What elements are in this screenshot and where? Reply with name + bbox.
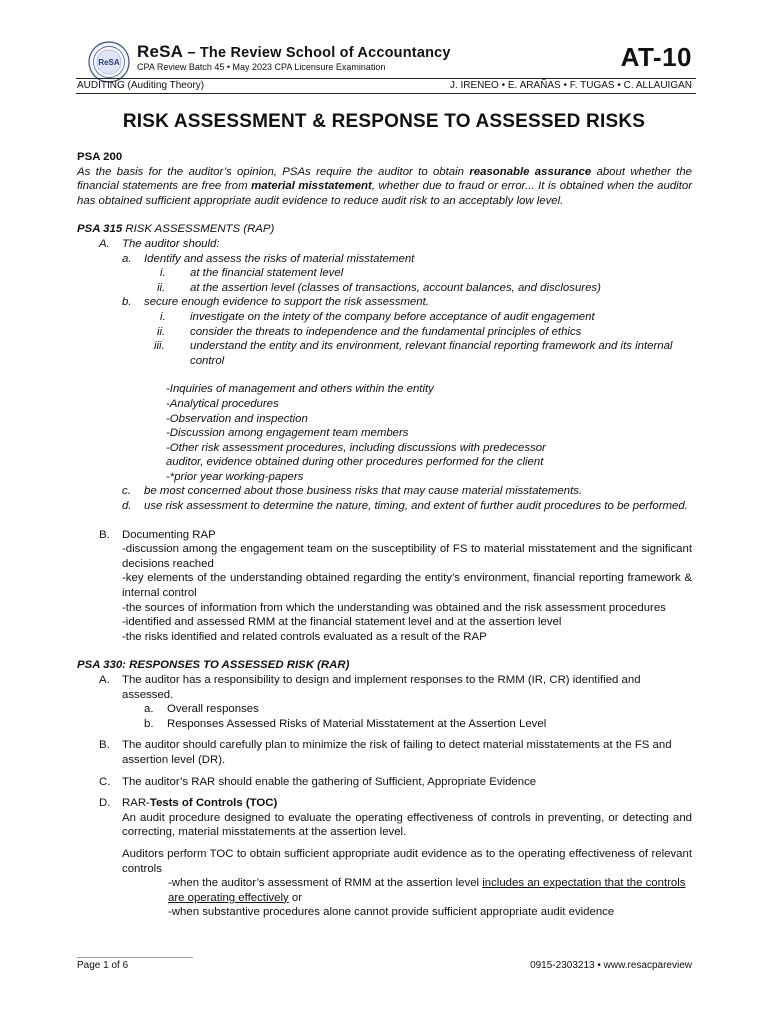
header-rule-bottom <box>76 93 696 94</box>
batch-line: CPA Review Batch 45 • May 2023 CPA Licensure Examination <box>137 62 386 72</box>
psa315-item-d: d. use risk assessment to determine the nature, timing, and extent of further audit procedures to be performed. <box>122 500 688 513</box>
documenting-rap-list <box>77 542 692 644</box>
page-title: RISK ASSESSMENT & RESPONSE TO ASSESSED RISKS <box>122 111 646 132</box>
svg-text:ReSA: ReSA <box>98 58 120 67</box>
main-content <box>77 150 692 920</box>
toc-when-1: -when the auditor’s assessment of RMM at the assertion level includes an expectation that the controls are operating effectively or <box>168 877 686 904</box>
psa330-section <box>77 658 692 920</box>
documenting-rap-section <box>77 528 692 645</box>
toc-heading: RAR-Tests of Controls (TOC) <box>122 797 278 810</box>
documenting-item: -key elements of the understanding obtained regarding the entity’s environment, financial reporting framework & internal control <box>122 572 692 600</box>
documenting-item: -discussion among the engagement team on the susceptibility of FS to material misstatement and the significant decisions reached <box>122 543 692 570</box>
psa330-item-C: C. The auditor’s RAR should enable the gathering of Sufficient, Appropriate Evidence <box>99 775 537 788</box>
documenting-item: -identified and assessed RMM at the financial statement level and at the assertion level <box>122 616 562 629</box>
documenting-item: -the risks identified and related controls evaluated as a result of the RAP <box>122 630 487 643</box>
procedure-item: -Inquiries of management and others within the entity <box>166 383 434 396</box>
header-rule-top <box>76 78 696 79</box>
psa315-item-b-i: i. investigate on the intety of the company before acceptance of audit engagement <box>160 310 595 323</box>
page-number: Page 1 of 6 <box>77 960 129 971</box>
psa200-paragraph: As the basis for the auditor’s opinion, PSAs require the auditor to obtain reasonable assurance about whether the financial statements are free from material misstatement, whether due to fraud or error... It is obtained when the auditor has obtained sufficient appropriate audit evidence to reduce audit risk to an acceptably low level. <box>77 165 692 207</box>
psa330-item-D: D. RAR-Tests of Controls (TOC) <box>99 797 278 810</box>
psa315-item-b: b. secure enough evidence to support the risk assessment. <box>122 296 429 309</box>
psa330-heading: PSA 330: RESPONSES TO ASSESSED RISK (RAR) <box>77 659 350 672</box>
subject-label: AUDITING (Auditing Theory) <box>77 80 205 91</box>
psa315-item-b-iii: iii. understand the entity and its environment, relevant financial reporting framework and its internal control <box>154 340 673 367</box>
psa315-item-a: a. Identify and assess the risks of material misstatement <box>122 252 415 265</box>
procedure-item: -*prior year working-papers <box>166 470 304 483</box>
procedure-item: -Observation and inspection <box>166 412 308 425</box>
toc-purpose: Auditors perform TOC to obtain sufficient appropriate audit evidence as to the operating effectiveness of relevant controls <box>122 847 692 875</box>
school-name: ReSA – The Review School of Accountancy <box>137 42 451 61</box>
psa330-item-A: A. The auditor has a responsibility to design and implement responses to the RMM (IR, CR) identified and assessed. <box>99 674 641 701</box>
psa315-heading: PSA 315 RISK ASSESSMENTS (RAP) <box>77 223 275 236</box>
documenting-item: -the sources of information from which the understanding was obtained and the risk assessment procedures <box>122 601 666 614</box>
authors-label: J. IRENEO • E. ARAÑAS • F. TUGAS • C. ALLAUIGAN <box>449 80 692 91</box>
psa315-item-a-ii: ii. at the assertion level (classes of transactions, account balances, and disclosures) <box>157 281 601 294</box>
psa315-item-A: A. The auditor should: <box>99 237 220 250</box>
procedure-item: -Discussion among engagement team members <box>166 427 409 440</box>
procedure-item: -Other risk assessment procedures, including discussions with predecessor <box>166 441 546 454</box>
psa330-item-A-a: a. Overall responses <box>144 703 259 716</box>
psa330-item-B: B. The auditor should carefully plan to minimize the risk of failing to detect material misstatements at the FS and assertion level (DR). <box>99 739 672 766</box>
resa-logo-icon <box>88 41 130 83</box>
psa330-item-A-b: b. Responses Assessed Risks of Material Misstatement at the Assertion Level <box>144 717 547 730</box>
psa315-item-b-ii: ii. consider the threats to independence and the fundamental principles of ethics <box>157 325 582 338</box>
procedure-item: -Analytical procedures <box>166 397 279 410</box>
psa315-item-c: c. be most concerned about those business risks that may cause material misstatements. <box>122 485 583 498</box>
psa315-item-a-i: i. at the financial statement level <box>160 267 344 280</box>
psa315-item-B: B. Documenting RAP <box>99 528 216 541</box>
handout-code: AT-10 <box>620 42 692 72</box>
footer-rule <box>77 957 193 958</box>
procedure-item: auditor, evidence obtained during other procedures performed for the client <box>166 456 544 469</box>
toc-when-2: -when substantive procedures alone cannot provide sufficient appropriate audit evidence <box>168 906 615 919</box>
psa200-heading: PSA 200 <box>77 151 123 163</box>
procedures-list <box>77 382 692 484</box>
footer-contact: 0915-2303213 • www.resacpareview <box>530 960 692 971</box>
psa315-section <box>77 222 692 513</box>
toc-definition: An audit procedure designed to evaluate the operating effectiveness of controls in preventing, or detecting and correcting, material misstatements at the assertion level. <box>122 811 692 839</box>
